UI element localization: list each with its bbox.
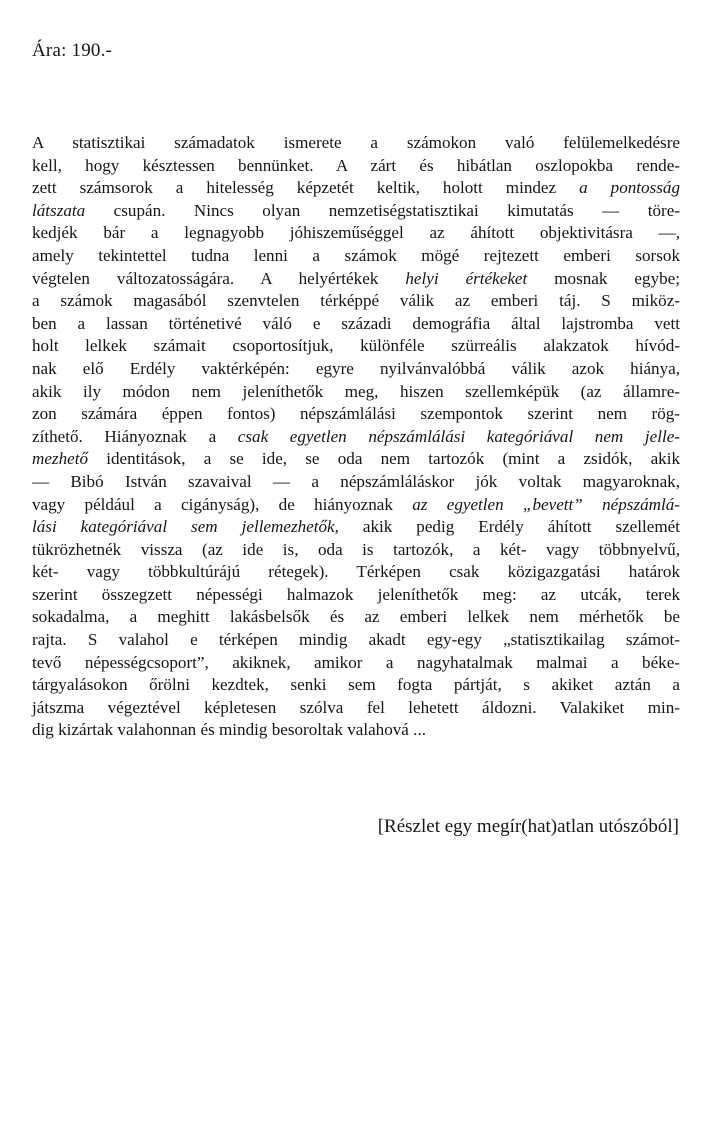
text-segment: — Bibó István szavaival — a népszámláláskor jók voltak magyaroknak,: [32, 471, 680, 491]
text-line: [32, 561, 680, 584]
text-segment: végtelen változatosságára. A helyértékek: [32, 268, 406, 288]
text-line: [32, 719, 680, 742]
text-line: [32, 381, 680, 404]
text-line: [32, 606, 680, 629]
text-line: [32, 448, 680, 471]
text-line: [32, 268, 680, 291]
text-line: [32, 471, 680, 494]
text-segment: vagy például a cigányság), de hiányoznak: [32, 494, 413, 514]
source-note: [Részlet egy megír(hat)atlan utószóból]: [377, 816, 679, 837]
text-line: [32, 652, 680, 675]
text-segment: zett számsorok a hitelesség képzetét keltik, holott mindez: [32, 178, 580, 198]
text-segment: kell, hogy késztessen bennünket. A zárt és hibátlan oszlopokba rende-: [32, 155, 680, 175]
italic-text-segment: csak egyetlen népszámlálási kategóriával nem jelle-: [237, 426, 680, 446]
text-line: [32, 674, 680, 697]
text-line: [32, 335, 680, 358]
text-line: [32, 313, 680, 336]
text-segment: a számok magasából szenvtelen térképpé válik az emberi táj. S miköz-: [32, 291, 680, 311]
text-line: [32, 539, 680, 562]
text-segment: identitások, a se ide, se oda nem tartozók (mint a zsidók, akik: [88, 449, 680, 469]
text-segment: , akik pedig Erdély áhított szellemét: [334, 517, 680, 537]
text-segment: szerint összegzett népességi halmazok jeleníthetők meg: az utcák, terek: [32, 584, 680, 604]
text-segment: holt lelkek számait csoportosítjuk, különféle szürreális alakzatok hívód-: [32, 336, 680, 356]
text-line: [32, 494, 680, 517]
essay-body: [32, 132, 680, 742]
text-segment: akik ily módon nem jeleníthetők meg, hiszen szellemképük (az államre-: [32, 381, 680, 401]
text-line: [32, 245, 680, 268]
text-segment: amely tekintettel tudna lenni a számok mögé rejtezett emberi sorsok: [32, 245, 680, 265]
text-line: [32, 426, 680, 449]
text-line: [32, 403, 680, 426]
text-segment: dig kizártak valahonnan és mindig besoroltak valahová ...: [32, 720, 426, 740]
italic-text-segment: mezhető: [32, 449, 89, 469]
text-segment: kedjék bár a legnagyobb jóhiszeműséggel az áhított objektivitásra —,: [32, 223, 680, 243]
italic-text-segment: helyi értékeket: [405, 268, 528, 288]
text-segment: zíthető. Hiányoznak a: [32, 426, 238, 446]
text-segment: ben a lassan történetivé váló e századi demográfia által lajstromba vett: [32, 313, 680, 333]
italic-text-segment: a pontosság: [579, 178, 681, 198]
text-segment: mosnak egybe;: [527, 268, 681, 288]
italic-text-segment: lási kategóriával sem jellemezhetők: [32, 517, 335, 537]
text-line: [32, 290, 680, 313]
text-line: [32, 584, 680, 607]
text-segment: játszma végeztével képletesen szólva fel lehetett áldozni. Valakiket min-: [32, 697, 680, 717]
text-line: [32, 697, 680, 720]
text-line: [32, 222, 680, 245]
text-line: [32, 155, 680, 178]
text-line: [32, 132, 680, 155]
text-segment: zon számára éppen fontos) népszámlálási szempontok szerint nem rög-: [32, 404, 680, 424]
italic-text-segment: az egyetlen „bevett” népszámlá-: [412, 494, 680, 514]
text-segment: két- vagy többkultúrájú rétegek). Térképen csak közigazgatási határok: [32, 562, 680, 582]
text-segment: A statisztikai számadatok ismerete a számokon való felülemelkedésre: [32, 133, 680, 152]
text-line: [32, 629, 680, 652]
text-segment: tárgyalásokon őrölni kezdtek, senki sem fogta pártját, s akiket aztán a: [32, 675, 680, 695]
price-label: Ára: 190.-: [32, 40, 113, 61]
text-line: [32, 177, 680, 200]
text-line: [32, 200, 680, 223]
text-line: [32, 516, 680, 539]
text-segment: tevő népességcsoport”, akiknek, amikor a nagyhatalmak malmai a béke-: [32, 652, 680, 672]
text-segment: rajta. S valahol e térképen mindig akadt egy-egy „statisztikailag számot-: [32, 630, 680, 650]
text-segment: csupán. Nincs olyan nemzetiségstatisztikai kimutatás — töre-: [85, 200, 680, 220]
text-segment: sokadalma, a meghitt lakásbelsők és az emberi lelkek nem mérhetők be: [32, 607, 680, 627]
text-segment: tükrözhetnék vissza (az ide is, oda is tartozók, a két- vagy többnyelvű,: [32, 539, 680, 559]
text-line: [32, 358, 680, 381]
text-segment: nak elő Erdély vaktérképén: egyre nyilvánvalóbbá válik azok hiánya,: [32, 358, 680, 378]
italic-text-segment: látszata: [32, 200, 86, 220]
